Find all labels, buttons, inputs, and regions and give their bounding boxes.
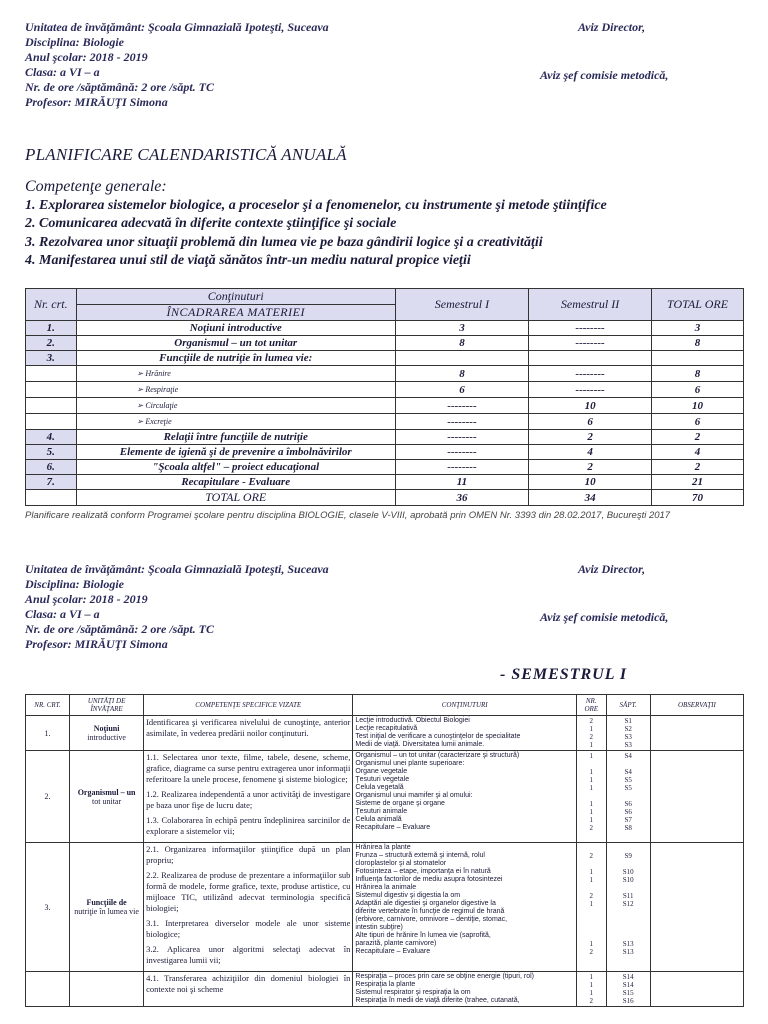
table-row	[26, 398, 744, 414]
t2-col-competente: COMPETENŢE SPECIFICE VIZATE	[144, 695, 353, 716]
t2-col-unitati: UNITĂŢI DE ÎNVĂŢARE	[70, 695, 144, 716]
ore-value: 1	[589, 973, 593, 981]
cell-s2: --------	[529, 321, 652, 336]
cell-s2: 6	[529, 414, 652, 430]
semester-title: - SEMESTRUL I	[500, 666, 628, 683]
unit-nr: 2.	[26, 751, 70, 843]
col-sem2: Semestrul II	[529, 289, 652, 321]
ore-value	[579, 924, 604, 932]
sapt-value: S9	[624, 852, 632, 860]
sapt-value: S7	[624, 816, 632, 824]
cell-tot: 4	[652, 445, 744, 460]
cell-s1: --------	[395, 445, 528, 460]
cell-nr: 1.	[26, 321, 77, 336]
table-row	[26, 414, 744, 430]
table-row	[26, 336, 744, 351]
sapt-value: S4	[624, 768, 632, 776]
ore-value	[579, 792, 604, 800]
total-label: TOTAL ORE	[76, 490, 395, 506]
unit-continuturi	[353, 843, 577, 972]
table-row	[26, 366, 744, 382]
table2-header-row	[26, 695, 744, 716]
ore-value	[579, 916, 604, 924]
sapt-value: S4	[624, 752, 632, 760]
cell-s2: 4	[529, 445, 652, 460]
sapt-value: S2	[624, 725, 632, 733]
cell-s2: 2	[529, 430, 652, 445]
sapt-value	[609, 924, 648, 932]
discipline-2: Disciplina: Biologie	[25, 577, 124, 591]
cell-tot: 2	[652, 460, 744, 475]
col-total: TOTAL ORE	[652, 289, 744, 321]
ore-value: 1	[589, 725, 593, 733]
cell-s1: --------	[395, 414, 528, 430]
sapt-value: S5	[624, 776, 632, 784]
table-row	[26, 475, 744, 490]
ore-value	[579, 760, 604, 768]
ore-value	[579, 932, 604, 940]
program-note: Planificare realizată conform Programei şcolare pentru disciplina BIOLOGIE, clasele V-VIII, aprobată prin OMEN Nr. 3393 din 28.02.2017, Bucureşti 2017	[25, 510, 671, 521]
continut-line: Alte tipuri de hrănire în lumea vie (saprofită,	[355, 932, 491, 939]
cell-s2: 10	[529, 398, 652, 414]
cell-s1: 3	[395, 321, 528, 336]
cell-s2: --------	[529, 382, 652, 398]
aviz-director-2: Aviz Director,	[578, 562, 646, 576]
planificare-table	[25, 694, 744, 1007]
competenta-specifica: Identificarea şi verificarea nivelului de cunoştinţe, anterior asimilate, în vederea predării noilor conţinuturi.	[146, 717, 351, 738]
unit-sapt	[606, 972, 650, 1007]
cell-s1	[395, 351, 528, 366]
class-2: Clasa: a VI – a	[25, 607, 100, 621]
aviz-director: Aviz Director,	[578, 20, 646, 34]
cell-cont: Recapitulare - Evaluare	[76, 475, 395, 490]
cell-tot: 6	[652, 414, 744, 430]
unit-title	[70, 972, 144, 1007]
sapt-value: S10	[622, 876, 634, 884]
cell-cont: Funcţiile de nutriţie în lumea vie:	[76, 351, 395, 366]
unit-continuturi	[353, 972, 577, 1007]
unit-title-sub: tot unitar	[92, 796, 122, 806]
unit-observatii	[650, 843, 743, 972]
ore-value: 1	[589, 768, 593, 776]
hours-per-week-2: Nr. de ore /săptămână: 2 ore /săpt. TC	[25, 622, 215, 636]
continut-line: Medii de viaţă. Diversitatea lumii animale.	[355, 741, 485, 748]
sapt-value: S13	[622, 940, 634, 948]
sapt-value: S3	[624, 741, 632, 749]
cell-cont: Elemente de igienă şi de prevenire a îmbolnăvirilor	[76, 445, 395, 460]
sapt-value: S1	[624, 717, 632, 725]
sapt-value: S14	[622, 981, 634, 989]
continut-line: Celula vegetală	[355, 784, 404, 791]
cell-cont: Noţiuni introductive	[76, 321, 395, 336]
cell-tot: 10	[652, 398, 744, 414]
competenta-4: 4. Manifestarea unui stil de viaţă sănătos într-un mediu natural propice vieţii	[25, 253, 471, 268]
competenta-specifica: 1.2. Realizarea independentă a unor activităţi de investigare pe baza unor fişe de lucru date;	[146, 789, 351, 810]
unit-row	[26, 843, 744, 972]
unit-sapt	[606, 751, 650, 843]
header-block-2	[25, 562, 329, 652]
cell-s2: --------	[529, 366, 652, 382]
unit-row	[26, 716, 744, 751]
unit-title-sub: introductive	[87, 733, 126, 742]
cell-s2: 2	[529, 460, 652, 475]
competenta-specifica: 1.3. Colaborarea în echipă pentru îndeplinirea sarcinilor de explorare a sistemelor vii;	[146, 815, 351, 836]
ore-value	[579, 884, 604, 892]
total-s1: 36	[395, 490, 528, 506]
cell-s1: --------	[395, 398, 528, 414]
ore-value: 2	[589, 717, 593, 725]
cell-cont: ➢ Respiraţie	[76, 382, 395, 398]
unit-sapt	[606, 843, 650, 972]
cell-s2	[529, 351, 652, 366]
ore-value: 1	[589, 989, 593, 997]
col-continuturi: Conţinuturi	[76, 289, 395, 305]
continut-line: Influenţa factorilor de mediu asupra fotosintezei	[355, 876, 503, 883]
table-row	[26, 430, 744, 445]
col-sem1: Semestrul I	[395, 289, 528, 321]
table-header-row	[26, 289, 744, 305]
continut-line: Hrănirea la animale	[355, 884, 417, 891]
sapt-value	[609, 792, 648, 800]
unit-nr	[26, 972, 70, 1007]
ore-value: 1	[589, 868, 593, 876]
ore-value	[579, 908, 604, 916]
unit-observatii	[650, 751, 743, 843]
cell-cont: ➢ Excreţie	[76, 414, 395, 430]
ore-value: 1	[589, 800, 593, 808]
unit-title	[70, 843, 144, 972]
cell-nr	[26, 366, 77, 382]
unit-ore	[576, 972, 606, 1007]
aviz-sef-comisie: Aviz şef comisie metodică,	[540, 68, 669, 82]
sapt-value	[609, 932, 648, 940]
school-year-2: Anul şcolar: 2018 - 2019	[25, 592, 148, 606]
continut-line: cloroplastelor şi al stomatelor	[355, 860, 447, 867]
continut-line: Recapitulare – Evaluare	[355, 824, 431, 831]
continut-line: Organe vegetale	[355, 768, 408, 775]
competenta-specifica: 3.2. Aplicarea unor algoritmi selectaţi adecvat în investigarea lumii vii;	[146, 944, 351, 965]
school-year: Anul şcolar: 2018 - 2019	[25, 50, 148, 64]
ore-value: 2	[589, 948, 593, 956]
cell-nr: 7.	[26, 475, 77, 490]
cell-tot: 6	[652, 382, 744, 398]
class: Clasa: a VI – a	[25, 65, 100, 79]
cell-nr: 4.	[26, 430, 77, 445]
continut-line: Fotosinteza – etape, importanţa ei în natură	[355, 868, 491, 875]
cell-tot	[652, 351, 744, 366]
col-incadrare: ÎNCADRAREA MATERIEI	[76, 305, 395, 321]
unit-title-sub: nutriţie în lumea vie	[74, 907, 139, 916]
competenta-specifica: 3.1. Interpretarea diverselor modele ale unor sisteme biologice;	[146, 918, 351, 939]
unit-title-main: Organismul – un	[77, 787, 136, 797]
header-block-1	[25, 20, 329, 110]
ore-value: 1	[589, 816, 593, 824]
continut-line: Adaptări ale digestiei şi organelor digestive la	[355, 900, 496, 907]
continut-line: Respiraţia – proces prin care se obţine energie (tipuri, rol)	[355, 973, 534, 980]
competenta-2: 2. Comunicarea adecvată în diferite contexte ştiinţifice şi sociale	[25, 216, 397, 231]
hours-per-week: Nr. de ore /săptămână: 2 ore /săpt. TC	[25, 80, 215, 94]
col-nr: Nr. crt.	[26, 289, 77, 321]
continut-line: Sistemul digestiv şi digestia la om	[355, 892, 461, 899]
cell-nr: 6.	[26, 460, 77, 475]
continut-line: Hrănirea la plante	[355, 844, 411, 851]
t2-col-sapt: SĂPT.	[606, 695, 650, 716]
cell-tot: 2	[652, 430, 744, 445]
cell-nr: 2.	[26, 336, 77, 351]
cell-nr	[26, 382, 77, 398]
competenta-specifica: 2.1. Organizarea informaţiilor ştiinţifice după un plan propriu;	[146, 844, 351, 865]
cell-cont: Relaţii între funcţiile de nutriţie	[76, 430, 395, 445]
competenta-3: 3. Rezolvarea unor situaţii problemă din lumea vie pe baza gândirii logice şi a creativităţii	[25, 235, 543, 250]
unit-observatii	[650, 716, 743, 751]
cell-s1: 8	[395, 366, 528, 382]
cell-tot: 8	[652, 336, 744, 351]
ore-value: 2	[589, 892, 593, 900]
sapt-value: S11	[622, 892, 634, 900]
continut-line: Sisteme de organe şi organe	[355, 800, 445, 807]
cell-nr	[26, 398, 77, 414]
table-row	[26, 321, 744, 336]
table-row	[26, 382, 744, 398]
unit-sapt	[606, 716, 650, 751]
unit-continuturi	[353, 751, 577, 843]
teacher: Profesor: MIRĂUŢI Simona	[25, 95, 168, 109]
unit-competente	[144, 972, 353, 1007]
unit-title-main: Funcţiile de	[86, 898, 127, 907]
continut-line: Organismul unui mamifer şi al omului:	[355, 792, 473, 799]
continut-line: diferite vertebrate în funcţie de regimul de hrană	[355, 908, 505, 915]
continut-line: parazită, plante carnivore)	[355, 940, 437, 947]
competenta-specifica: 4.1. Transferarea achiziţiilor din domeniul biologiei în contexte noi şi scheme	[146, 973, 351, 994]
competenta-1: 1. Explorarea sistemelor biologice, a proceselor şi a fenomenelor, cu instrumente şi metode ştiinţifice	[25, 198, 607, 213]
continut-line: intestin subţire)	[355, 924, 403, 931]
t2-col-ore: NR. ORE	[576, 695, 606, 716]
cell-cont: ➢ Circulaţie	[76, 398, 395, 414]
unit-title	[70, 751, 144, 843]
t2-col-nr: NR. CRT.	[26, 695, 70, 716]
sapt-value: S6	[624, 808, 632, 816]
unit-nr: 3.	[26, 843, 70, 972]
ore-value: 1	[589, 784, 593, 792]
cell-s2: 10	[529, 475, 652, 490]
sapt-value	[609, 916, 648, 924]
sapt-value	[609, 908, 648, 916]
continut-line: Ţesuturi vegetale	[355, 776, 410, 783]
unit-ore	[576, 751, 606, 843]
continut-line: Respiraţia în medii de viaţă diferite (trahee, cutanată,	[355, 997, 520, 1004]
cell-cont: Organismul – un tot unitar	[76, 336, 395, 351]
unit-competente	[144, 716, 353, 751]
unit-nr: 1.	[26, 716, 70, 751]
school-unit: Unitatea de învăţământ: Şcoala Gimnazială Ipoteşti, Suceava	[25, 20, 329, 34]
continut-line: Organismul – un tot unitar (caracterizare şi structură)	[355, 752, 520, 759]
table-row	[26, 460, 744, 475]
cell-cont: ➢ Hrănire	[76, 366, 395, 382]
competenta-specifica: 2.2. Realizarea de produse de prezentare a informaţiilor sub formă de modele, forme grafice, texte, produse artistice, cu mijloace TIC, utilizând adecvat terminologia specifică biologiei;	[146, 870, 351, 913]
unit-continuturi	[353, 716, 577, 751]
cell-s1: 6	[395, 382, 528, 398]
table-row	[26, 351, 744, 366]
competente-heading: Competenţe generale:	[25, 178, 167, 195]
sapt-value: S3	[624, 733, 632, 741]
continut-line: Recapitulare – Evaluare	[355, 948, 431, 955]
cell-nr: 3.	[26, 351, 77, 366]
continut-line: Ţesuturi animale	[355, 808, 408, 815]
total-row	[26, 490, 744, 506]
sapt-value	[609, 884, 648, 892]
incadrare-table	[25, 288, 744, 506]
sapt-value	[609, 760, 648, 768]
cell-tot: 21	[652, 475, 744, 490]
unit-title-main: Noţiuni	[93, 724, 120, 733]
t2-col-observatii: OBSERVAŢII	[650, 695, 743, 716]
ore-value: 1	[589, 752, 593, 760]
continut-line: Organismul unei plante superioare:	[355, 760, 465, 767]
total-all: 70	[652, 490, 744, 506]
continut-line: Test iniţial de verificare a cunoştinţelor de specialitate	[355, 733, 521, 740]
ore-value: 1	[589, 940, 593, 948]
ore-value: 2	[589, 733, 593, 741]
ore-value: 1	[589, 741, 593, 749]
unit-ore	[576, 716, 606, 751]
cell-nr	[26, 414, 77, 430]
continut-line: (erbivore, carnivore, omnivore – dentiţie, stomac,	[355, 916, 508, 923]
continut-line: Celula animală	[355, 816, 402, 823]
ore-value: 1	[589, 876, 593, 884]
cell-s1: --------	[395, 460, 528, 475]
unit-ore	[576, 843, 606, 972]
sapt-value: S13	[622, 948, 634, 956]
cell-s1: 8	[395, 336, 528, 351]
sapt-value: S15	[622, 989, 634, 997]
cell-s1: 11	[395, 475, 528, 490]
cell-nr: 5.	[26, 445, 77, 460]
teacher-2: Profesor: MIRĂUŢI Simona	[25, 637, 168, 651]
sapt-value: S14	[622, 973, 634, 981]
cell-s1: --------	[395, 430, 528, 445]
continut-line: Sistemul respirator şi respiraţia la om	[355, 989, 471, 996]
continut-line: Lecţie recapitulativă	[355, 725, 418, 732]
ore-value: 1	[589, 900, 593, 908]
ore-value	[579, 844, 604, 852]
unit-observatii	[650, 972, 743, 1007]
cell-s2: --------	[529, 336, 652, 351]
page-title: PLANIFICARE CALENDARISTICĂ ANUALĂ	[25, 145, 347, 164]
sapt-value: S12	[622, 900, 634, 908]
unit-title	[70, 716, 144, 751]
continut-line: Lecţie introductivă. Obiectul Biologiei	[355, 717, 470, 724]
unit-competente	[144, 843, 353, 972]
discipline: Disciplina: Biologie	[25, 35, 124, 49]
aviz-sef-comisie-2: Aviz şef comisie metodică,	[540, 610, 669, 624]
ore-value: 1	[589, 808, 593, 816]
t2-col-continuturi: CONŢINUTURI	[353, 695, 577, 716]
cell-cont: "Şcoala altfel" – proiect educaţional	[76, 460, 395, 475]
sapt-value: S6	[624, 800, 632, 808]
ore-value: 2	[589, 824, 593, 832]
unit-competente	[144, 751, 353, 843]
continut-line: Frunza – structură externă şi internă, rolul	[355, 852, 485, 859]
ore-value: 1	[589, 981, 593, 989]
competenta-specifica: 1.1. Selectarea unor texte, filme, tabele, desene, scheme, grafice, diagrame ca surse pentru extragerea unor informaţii referitoare la unele procese, fenomene şi sisteme biologice;	[146, 752, 351, 784]
sapt-value: S5	[624, 784, 632, 792]
sapt-value	[609, 844, 648, 852]
sapt-value: S10	[622, 868, 634, 876]
ore-value: 2	[589, 852, 593, 860]
table-row	[26, 445, 744, 460]
ore-value: 2	[589, 997, 593, 1005]
sapt-value: S8	[624, 824, 632, 832]
continut-line: Respiraţia la plante	[355, 981, 416, 988]
total-s2: 34	[529, 490, 652, 506]
sapt-value	[609, 860, 648, 868]
cell-tot: 8	[652, 366, 744, 382]
unit-row	[26, 751, 744, 843]
ore-value	[579, 860, 604, 868]
cell-tot: 3	[652, 321, 744, 336]
unit-row	[26, 972, 744, 1007]
sapt-value: S16	[622, 997, 634, 1005]
school-unit-2: Unitatea de învăţământ: Şcoala Gimnazială Ipoteşti, Suceava	[25, 562, 329, 576]
ore-value: 1	[589, 776, 593, 784]
